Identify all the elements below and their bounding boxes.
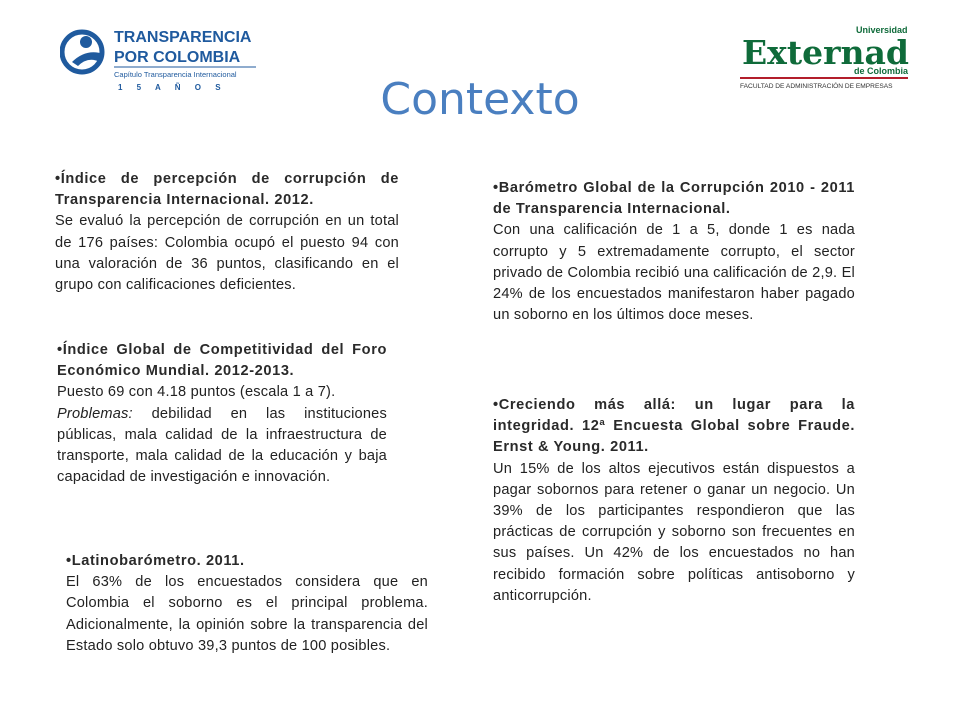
logo-right-top: Universidad	[856, 25, 908, 35]
block-fraude-body: Un 15% de los altos ejecutivos están dispuestos a pagar sobornos para retener o ganar un negocio. Un 39% de los participantes respondieron que las prácticas de corrupción y soborno son frecuentes en sus países. Un 42% de los encuestados no han recibido formación sobre políticas antisoborno y anticorrupción.	[493, 460, 855, 604]
block-encuesta-fraude	[493, 395, 855, 607]
logo-left-line2: POR COLOMBIA	[114, 49, 241, 66]
block-competitividad	[57, 340, 387, 488]
logo-right-faculty: FACULTAD DE ADMINISTRACIÓN DE EMPRESAS	[740, 83, 893, 90]
block-barometro-head: •Barómetro Global de la Corrupción 2010 - 2011 de Transparencia Internacional.	[493, 180, 855, 218]
block-barometro-global	[493, 178, 855, 326]
block-latinobarometro	[66, 551, 428, 657]
problems-label: Problemas:	[57, 405, 133, 422]
logo-right-main: Externad	[742, 33, 909, 72]
slide-title: Contexto	[380, 74, 580, 125]
logo-right-sub: de Colombia	[854, 66, 909, 76]
block-latinobarometro-head: •Latinobarómetro. 2011.	[66, 553, 245, 569]
logo-left-line1: TRANSPARENCIA	[114, 29, 252, 46]
block-percepcion-corrupcion	[55, 169, 399, 296]
logo-left-line4: 1 5 A Ñ O S	[118, 83, 227, 92]
block-percepcion-head: •Índice de percepción de corrupción de Transparencia Internacional. 2012.	[55, 171, 399, 209]
logo-left-line3: Capítulo Transparencia Internacional	[114, 70, 237, 79]
block-competitividad-line1: Puesto 69 con 4.18 puntos (escala 1 a 7).	[57, 384, 336, 401]
block-fraude-head: •Creciendo más allá: un lugar para la integridad. 12ª Encuesta Global sobre Fraude. Ernst & Young. 2011.	[493, 397, 855, 456]
block-competitividad-head: •Índice Global de Competitividad del Foro Económico Mundial. 2012-2013.	[57, 342, 387, 380]
problems-text: debilidad en las instituciones públicas, mala calidad de la infraestructura de transporte, mala calidad de la educación y baja capacidad de investigación e innovación.	[57, 405, 387, 486]
block-barometro-body: Con una calificación de 1 a 5, donde 1 es nada corrupto y 5 extremadamente corrupto, el sector privado de Colombia recibió una calificación de 2,9. El 24% de los encuestados manifestaron haber pagado un soborno en los últimos doce meses.	[493, 222, 855, 324]
block-competitividad-problems	[57, 404, 387, 489]
logo-figure-head-icon	[80, 36, 92, 48]
block-percepcion-body: Se evaluó la percepción de corrupción en un total de 176 países: Colombia ocupó el puesto 94 con una valoración de 36 puntos, clasificando en el grupo con calificaciones deficientes.	[55, 213, 399, 294]
block-latinobarometro-body: El 63% de los encuestados considera que en Colombia el soborno es el principal problema. Adicionalmente, la opinión sobre la transparencia del Estado solo obtuvo 39,3 puntos de 100 posibles.	[66, 574, 428, 654]
